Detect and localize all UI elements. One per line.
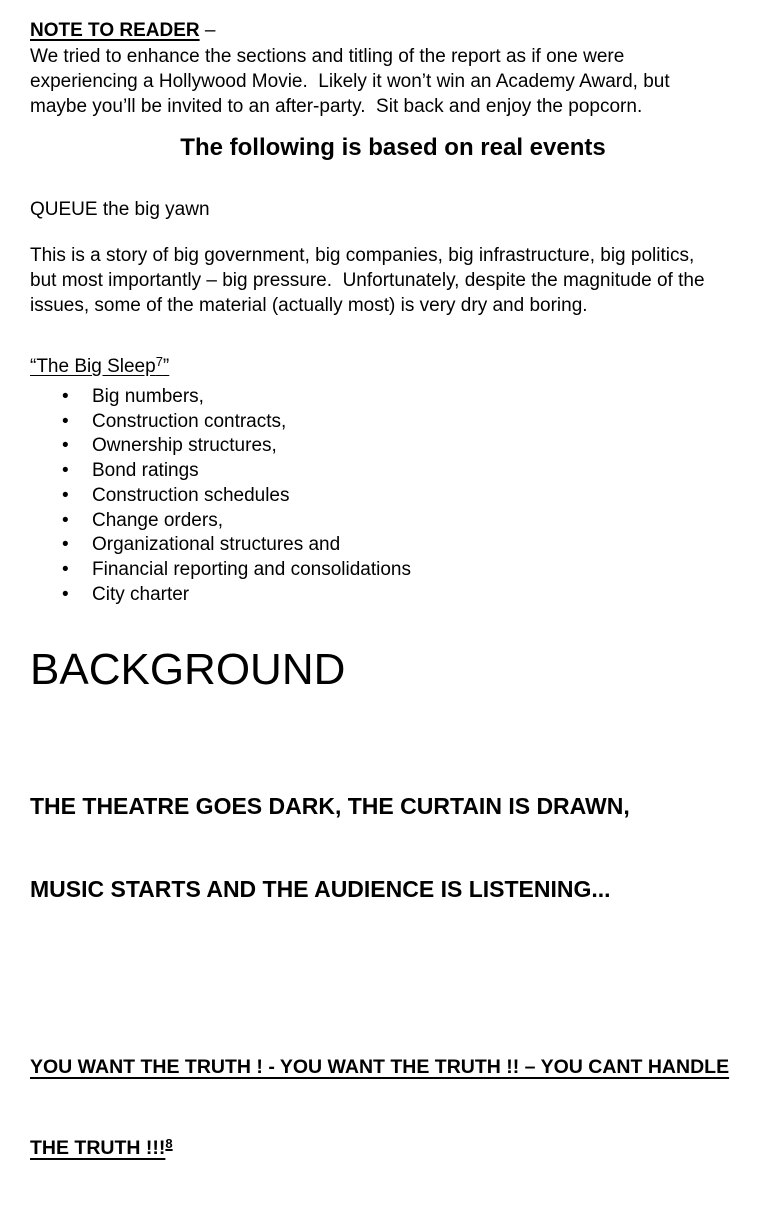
- paragraph-line: but most importantly – big pressure. Unfortunately, despite the magnitude of the: [30, 270, 705, 291]
- truth-heading-line-2: [30, 1135, 756, 1162]
- bullet-list: [30, 385, 756, 607]
- list-item: • Big numbers,: [30, 385, 756, 410]
- paragraph-line: experiencing a Hollywood Movie. Likely it won’t win an Academy Award, but: [30, 71, 670, 92]
- big-sleep-underlined-text: [30, 356, 169, 377]
- note-heading-dash: –: [199, 20, 216, 41]
- list-item: • Construction schedules: [30, 484, 756, 509]
- note-to-reader-label: NOTE TO READER: [30, 20, 200, 41]
- truth-heading-line-1: [30, 1054, 756, 1081]
- list-item: • Change orders,: [30, 509, 756, 534]
- big-sleep-heading: [30, 354, 756, 379]
- big-sleep-closing-quote: ”: [162, 356, 170, 377]
- list-item: • Construction contracts,: [30, 410, 756, 435]
- truth-heading: [30, 1000, 756, 1216]
- footnote-ref-7: 7: [155, 354, 163, 369]
- list-item: • Financial reporting and consolidations: [30, 558, 756, 583]
- theatre-heading: [30, 738, 756, 958]
- story-paragraph: [30, 243, 756, 318]
- footnote-ref-8: 8: [165, 1136, 173, 1152]
- theatre-heading-line: MUSIC STARTS AND THE AUDIENCE IS LISTENING...: [30, 875, 611, 902]
- truth-line2-text: THE TRUTH !!!: [30, 1137, 166, 1160]
- list-item: • Bond ratings: [30, 459, 756, 484]
- tagline-heading: The following is based on real events: [180, 134, 606, 161]
- paragraph-line: We tried to enhance the sections and titling of the report as if one were: [30, 46, 625, 67]
- background-section-heading: BACKGROUND: [30, 645, 346, 695]
- list-item: • Organizational structures and: [30, 533, 756, 558]
- queue-line: QUEUE the big yawn: [30, 199, 210, 220]
- truth-line1-text: YOU WANT THE TRUTH ! - YOU WANT THE TRUTH !! – YOU CANT HANDLE: [30, 1056, 730, 1079]
- list-item: • City charter: [30, 583, 756, 608]
- note-to-reader-heading: [30, 18, 756, 44]
- paragraph-line: This is a story of big government, big companies, big infrastructure, big politics,: [30, 245, 695, 266]
- big-sleep-label: “The Big Sleep: [30, 356, 156, 377]
- theatre-heading-line: THE THEATRE GOES DARK, THE CURTAIN IS DRAWN,: [30, 793, 630, 820]
- list-item: • Ownership structures,: [30, 434, 756, 459]
- intro-paragraph: [30, 44, 756, 119]
- paragraph-line: issues, some of the material (actually most) is very dry and boring.: [30, 295, 588, 316]
- paragraph-line: maybe you’ll be invited to an after-party. Sit back and enjoy the popcorn.: [30, 96, 643, 117]
